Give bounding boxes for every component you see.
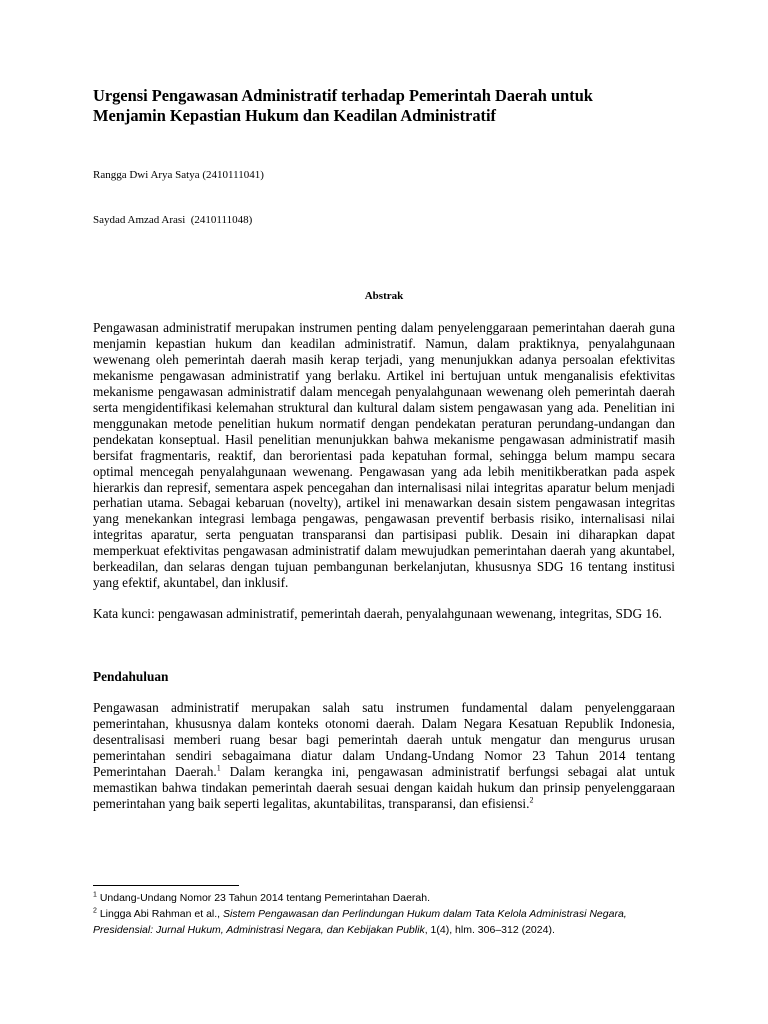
intro-text-part-1: Pengawasan administratif merupakan salah satu instrumen fundamental dalam penyelenggaraan pemerintahan, khususnya dalam konteks otonomi daerah. Dalam Negara Kesatuan Republik Indonesia, desentralisasi memberi ruang besar bagi pemerintah daerah untuk mengatur dan mengurus urusan pemerintahan sendiri sebagaimana diatur dalam Undang-Undang Nomor 23 Tahun 2014 tentang Pemerintahan Daerah. (93, 700, 675, 779)
footnote-ref-2[interactable]: 2 (529, 795, 534, 805)
section-heading-introduction: Pendahuluan (93, 669, 169, 685)
footnotes (93, 890, 683, 938)
paper-title-line-2: Menjamin Kepastian Hukum dan Keadilan Administratif (93, 106, 496, 125)
document-page (93, 86, 675, 812)
paper-title-line-1: Urgensi Pengawasan Administratif terhadap Pemerintah Daerah untuk (93, 86, 593, 105)
introduction-paragraph (93, 700, 675, 812)
intro-text-part-2: Dalam kerangka ini, pengawasan administratif berfungsi sebagai alat untuk memastikan bahwa tindakan pemerintah daerah sesuai dengan kaidah hukum dan prinsip penyelenggaraan pemerintahan yang baik seperti legalitas, akuntabilitas, transparansi, dan efisiensi. (93, 763, 675, 811)
footnote-1-text: Undang-Undang Nomor 23 Tahun 2014 tentang Pemerintahan Daerah. (96, 892, 431, 904)
footnote-1-number: 1 (93, 891, 97, 899)
footnote-2 (93, 906, 683, 938)
abstract-text: Pengawasan administratif merupakan instrumen penting dalam penyelenggaraan pemerintahan daerah guna menjamin kepastian hukum dan keadilan administratif. Namun, dalam praktiknya, penyalahgunaan wewenang oleh pemerintah daerah masih kerap terjadi, yang menunjukkan adanya persoalan efektivitas mekanisme pengawasan administratif yang berlaku. Artikel ini bertujuan untuk menganalisis efektivitas mekanisme pengawasan administratif dalam mencegah penyalahgunaan wewenang oleh pemerintah daerah serta mengidentifikasi kelemahan struktural dan kultural dalam sistem pengawasan yang ada. Penelitian ini menggunakan metode penelitian hukum normatif dengan pendekatan peraturan perundang-undangan dan pendekatan konseptual. Hasil penelitian menunjukkan bahwa mekanisme pengawasan administratif masih bersifat fragmentaris, reaktif, dan berorientasi pada kepatuhan formal, sehingga belum mampu secara optimal mencegah penyalahgunaan wewenang. Pengawasan yang ada lebih menitikberatkan pada aspek hierarkis dan represif, sementara aspek pencegahan dan internalisasi nilai integritas aparatur belum menjadi perhatian utama. Sebagai kebaruan (novelty), artikel ini menawarkan desain sistem pengawasan integritas yang menekankan integrasi lembaga pengawas, pengawasan preventif berbasis risiko, internalisasi nilai integritas aparatur, serta penguatan transparansi dan partisipasi publik. Desain ini diharapkan dapat memperkuat efektivitas pengawasan administratif dalam mewujudkan pemerintahan daerah yang akuntabel, berkeadilan, dan selaras dengan tujuan pembangunan berkelanjutan, khususnya SDG 16 tentang institusi yang efektif, akuntabel, dan inklusif. (93, 320, 675, 591)
keywords: Kata kunci: pengawasan administratif, pemerintah daerah, penyalahgunaan wewenang, integritas, SDG 16. (93, 606, 662, 622)
paper-title (93, 86, 675, 126)
author-1: Rangga Dwi Arya Satya (2410111041) (93, 169, 264, 181)
author-list (93, 138, 675, 258)
abstract-heading: Abstrak (364, 290, 404, 302)
author-2: Saydad Amzad Arasi (2410111048) (93, 214, 253, 226)
footnote-2-prefix: Lingga Abi Rahman et al., (96, 908, 223, 920)
footnote-2-source-title: Sistem Pengawasan dan Perlindungan Hukum dalam Tata Kelola Administrasi Negara, Presidensial: Jurnal Hukum, Administrasi Negara, dan Kebijakan Publik (93, 908, 627, 936)
footnote-1 (93, 890, 683, 906)
footnote-ref-1[interactable]: 1 (216, 763, 221, 773)
footnote-2-suffix: , 1(4), hlm. 306–312 (2024). (424, 924, 555, 936)
footnote-separator (93, 885, 239, 886)
footnote-2-number: 2 (93, 907, 97, 915)
